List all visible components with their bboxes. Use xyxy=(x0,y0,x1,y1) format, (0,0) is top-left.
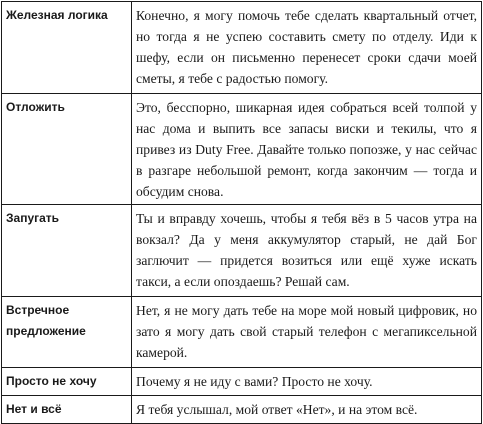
technique-example: Я тебя услышал, мой ответ «Нет», и на этом всё. xyxy=(132,396,482,424)
technique-name: Железная логика xyxy=(2,2,132,94)
table-row xyxy=(2,205,482,297)
technique-example: Ты и вправду хочешь, чтобы я тебя вёз в 5 часов утра на вокзал? Да у меня аккумулятор старый, не дай Бог заглючит — придется возиться или ещё хуже искать такси, а если опоздаешь? Решай сам. xyxy=(132,205,482,297)
table-row xyxy=(2,94,482,205)
technique-name: Встречное предложение xyxy=(2,297,132,368)
refusal-techniques-table xyxy=(1,1,482,424)
technique-name: Нет и всё xyxy=(2,396,132,424)
technique-example: Нет, я не могу дать тебе на море мой новый цифровик, но зато я могу дать свой старый телефон с мегапиксельной камерой. xyxy=(132,297,482,368)
technique-name: Просто не хочу xyxy=(2,368,132,396)
technique-name: Запугать xyxy=(2,205,132,297)
table-row xyxy=(2,297,482,368)
table-row xyxy=(2,396,482,424)
technique-example: Это, бесспорно, шикарная идея собраться всей толпой у нас дома и выпить все запасы виски и текилы, что я привез из Duty Free. Давайте только попозже, у нас сейчас в разгаре небольшой ремонт, когда закончим — тогда и обсудим снова. xyxy=(132,94,482,205)
table-row xyxy=(2,2,482,94)
technique-example: Почему я не иду с вами? Просто не хочу. xyxy=(132,368,482,396)
table-row xyxy=(2,368,482,396)
technique-example: Конечно, я могу помочь тебе сделать квартальный отчет, но тогда я не успею составить смету по отделу. Иди к шефу, если он письменно перенесет сроки сдачи моей сметы, я тебе с радостью помогу. xyxy=(132,2,482,94)
technique-name: Отложить xyxy=(2,94,132,205)
